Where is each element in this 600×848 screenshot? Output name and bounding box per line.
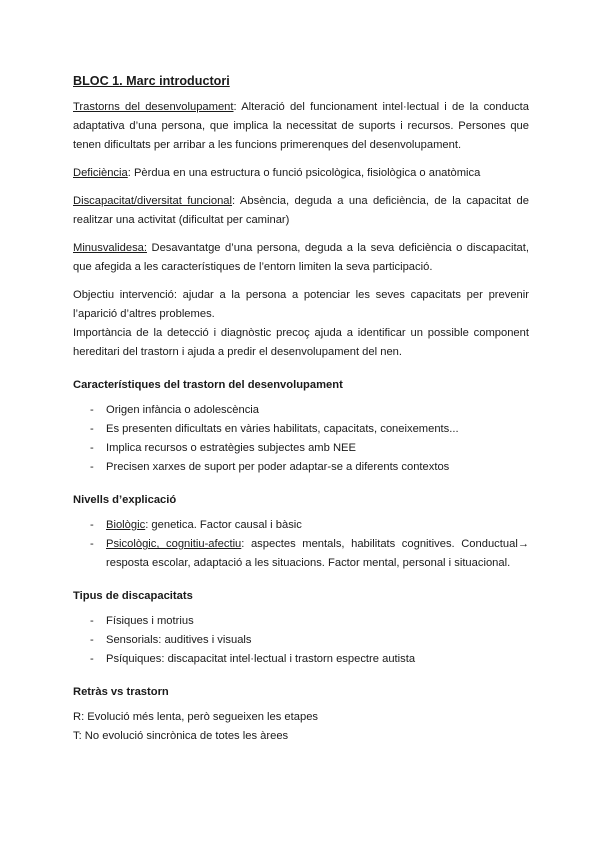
definition-term: Minusvalidesa: <box>73 242 147 254</box>
definition-text: Desavantatge d’una persona, deguda a la seva deficiència o discapacitat, que afegida a les característiques de l’entorn limiten la seva participació. <box>73 242 529 273</box>
list-item: - Origen infància o adolescència <box>73 401 529 420</box>
list-item: - Es presenten dificultats en vàries habilitats, capacitats, coneixements... <box>73 420 529 439</box>
dash-bullet: - <box>90 634 94 646</box>
definition-discapacitat: Discapacitat/diversitat funcional: Absència, deguda a una deficiència, de la capacitat de realitzar una activitat (dificultat per caminar) <box>73 195 529 226</box>
dash-bullet: - <box>90 404 94 416</box>
list-item: - Sensorials: auditives i visuals <box>73 631 529 650</box>
page-title: BLOC 1. Marc introductori <box>73 74 230 88</box>
definition-trastorns: Trastorns del desenvolupament: Alteració del funcionament intel·lectual i de la conducta adaptativa d’una persona, que implica la necessitat de suports i recursos. Persones que tenen dificultats per arribar a les funcions primerenques del desenvolupament. <box>73 101 529 151</box>
list-item: - Biològic: genetica. Factor causal i bàsic <box>73 516 529 535</box>
definition-term: Discapacitat/diversitat funcional <box>73 195 233 207</box>
dash-bullet: - <box>90 653 94 665</box>
dash-bullet: - <box>90 461 94 473</box>
list-item: - Implica recursos o estratègies subjectes amb NEE <box>73 439 529 458</box>
types-list <box>73 612 529 669</box>
levels-list <box>73 516 529 573</box>
list-item: - Psíquiques: discapacitat intel·lectual i trastorn espectre autista <box>73 650 529 669</box>
list-item: - Físiques i motrius <box>73 612 529 631</box>
list-item: - Psicològic, cognitiu-afectiu: aspectes mentals, habilitats cognitives. Conductual→ resposta escolar, adaptació a les situacions. Factor mental, personal i situacional. <box>73 535 529 573</box>
definition-text: Pèrdua en una estructura o funció psicològica, fisiològica o anatòmica <box>130 167 481 179</box>
dash-bullet: - <box>90 423 94 435</box>
definition-text: Absència, deguda a una deficiència, de la capacitat de realitzar una activitat (dificultat per caminar) <box>73 195 529 226</box>
importance-paragraph: Importància de la detecció i diagnòstic precoç ajuda a identificar un possible component hereditari del trastorn i ajuda a predir el desenvolupament del nen. <box>73 327 529 358</box>
dash-bullet: - <box>90 538 94 550</box>
definition-minusvalidesa <box>73 239 529 277</box>
definition-term: Trastorns del desenvolupament <box>73 101 234 113</box>
definition-term: Deficiència <box>73 167 128 179</box>
definition-deficiencia: Deficiència: Pèrdua en una estructura o funció psicològica, fisiològica o anatòmica <box>73 167 481 179</box>
objective-paragraph: Objectiu intervenció: ajudar a la persona a potenciar les seves capacitats per prevenir l’aparició d’altres problemes. <box>73 289 529 320</box>
levels-heading: Nivells d’explicació <box>73 494 177 506</box>
comparison-t: T: No evolució sincrònica de totes les àrees <box>73 730 289 742</box>
comparison-heading: Retràs vs trastorn <box>73 686 169 698</box>
dash-bullet: - <box>90 615 94 627</box>
types-heading: Tipus de discapacitats <box>73 590 193 602</box>
dash-bullet: - <box>90 442 94 454</box>
characteristics-heading: Característiques del trastorn del desenvolupament <box>73 379 343 391</box>
dash-bullet: - <box>90 519 94 531</box>
definition-text: Alteració del funcionament intel·lectual i de la conducta adaptativa d’una persona, que implica la necessitat de suports i recursos. Persones que tenen dificultats per arribar a les funcions primerenques del desenvolupament. <box>73 101 529 151</box>
document-content <box>73 72 529 746</box>
characteristics-list <box>73 401 529 477</box>
list-item: - Precisen xarxes de suport per poder adaptar-se a diferents contextos <box>73 458 529 477</box>
comparison-r: R: Evolució més lenta, però segueixen les etapes <box>73 711 319 723</box>
